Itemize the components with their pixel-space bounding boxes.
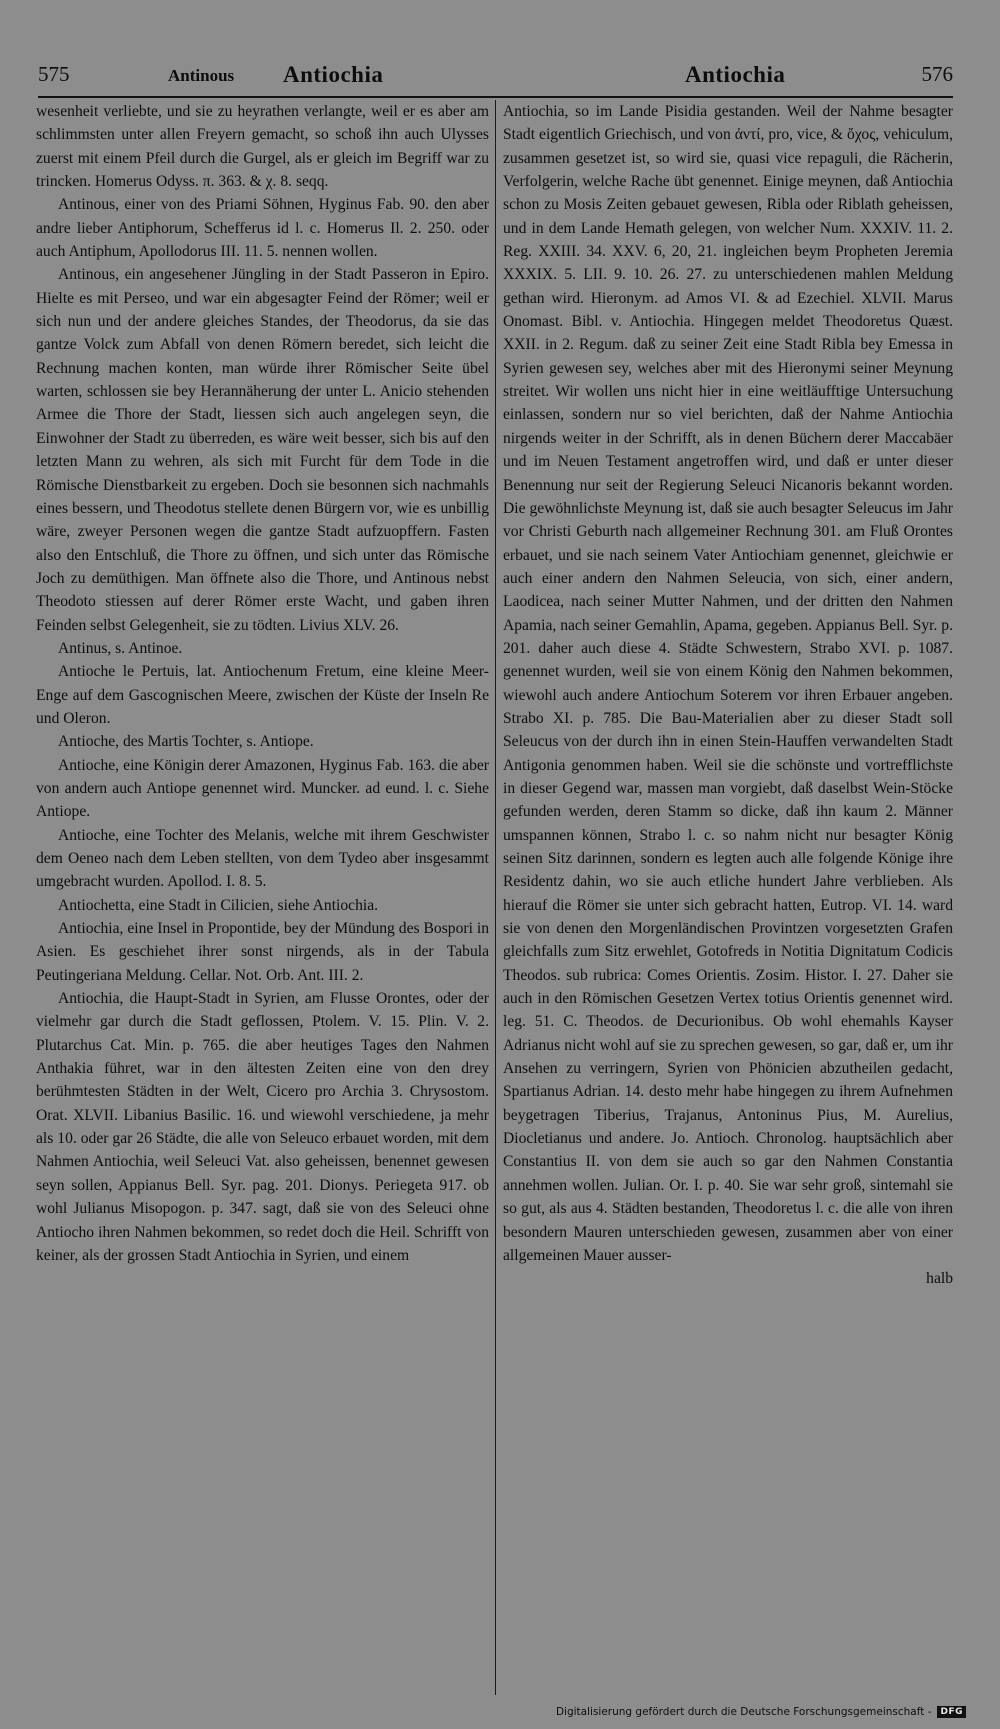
dfg-logo: DFG	[937, 1706, 966, 1718]
running-title-left: Antiochia	[283, 62, 384, 87]
paragraph: halb	[926, 1270, 953, 1288]
running-title-right: Antiochia	[685, 62, 786, 87]
paragraph: wesenheit verliebte, und sie zu heyrathen verlangte, weil er es aber am schlimmsten unter allen Freyern gemacht, so schoß ihn auch Ulysses zuerst mit einem Pfeil durch die Gurgel, als er gleich im Begriff war zu trincken. Homerus Odyss. π. 363. & χ. 8. seqq.	[36, 103, 489, 191]
paragraph: Antioche, eine Königin derer Amazonen, Hyginus Fab. 163. die aber von andern auch Antiope genennet wird. Muncker. ad eund. l. c. Siehe Antiope.	[36, 756, 489, 821]
page-number-left: 575	[38, 62, 70, 86]
page-number-right: 576	[921, 62, 953, 86]
header-rule	[38, 96, 953, 98]
paragraph: Antiochetta, eine Stadt in Cilicien, siehe Antiochia.	[58, 896, 379, 914]
paragraph: Antioche, eine Tochter des Melanis, welche mit ihrem Geschwister dem Oeneo nach dem Leben stellten, von dem Tydeo aber insgesammt umgebracht wurden. Apollod. I. 8. 5.	[36, 826, 489, 891]
digitization-footer	[556, 1706, 966, 1718]
paragraph: Antioche le Pertuis, lat. Antiochenum Fretum, eine kleine Meer-Enge auf dem Gascognischen Meere, zwischen der Küste der Inseln Re und Oleron.	[36, 663, 489, 727]
page-header	[38, 62, 953, 96]
right-column	[503, 100, 953, 1291]
column-divider	[495, 100, 496, 1695]
paragraph: Antiochia, eine Insel in Propontide, bey der Mündung des Bospori in Asien. Es geschiehet ihrer sonst nirgends, als in der Tabula Peutingeriana Meldung. Cellar. Not. Orb. Ant. III. 2.	[36, 920, 489, 984]
left-column	[36, 100, 489, 1267]
paragraph: Antioche, des Martis Tochter, s. Antiope.	[58, 733, 314, 751]
paragraph: Antinous, ein angesehener Jüngling in der Stadt Passeron in Epiro. Hielte es mit Perseo, und war ein abgesagter Feind der Römer; weil er sich nun und der andere gleiches Standes, der Theodorus, da sie das gantze Volck zum Abfall von denen Römern beredet, sich leicht die Rechnung machen konten, man würde ihrer Römischer Seite übel warten, schlossen sie bey Herannäherung der unter L. Anicio stehenden Armee die Thore der Stadt, liessen sich auch angelegen seyn, die Einwohner der Stadt zu überreden, es wäre weit besser, sich bis auf den letzten Mann zu wehren, als sich mit Furcht für dem Tode in die Römische Dienstbarkeit zu ergeben. Doch sie besonnen sich nachmahls eines bessern, und Theodotus stellete denen Bürgern vor, wie es unbillig wäre, zweyer Personen wegen die gantze Stadt aufzuopffern. Fasten also den Entschluß, die Thore zu öffnen, und sich unter das Römische Joch zu demüthigen. Man öffnete also die Thore, und Antinous nebst Theodoto stiessen auf derer Römer erste Wacht, und gaben ihren Feinden selbst Gelegenheit, sie zu tödten. Livius XLV. 26.	[36, 266, 489, 634]
catchword-left: Antinous	[168, 66, 235, 85]
paragraph: Antiochia, so im Lande Pisidia gestanden. Weil der Nahme besagter Stadt eigentlich Griechisch, und von ἀντί, pro, vice, & ὄχος, vehiculum, zusammen gesetzet ist, so wird sie, quasi vice repaguli, die Rächerin, Verfolgerin, welche Rache übt genennet. Einige meynen, daß Antiochia schon zu Mosis Zeiten gebauet gewesen, Ribla oder Riblath geheissen, und in dem Lande Hemath gelegen, von welcher Num. XXXIV. 11. 2. Reg. XXIII. 34. XXV. 6, 20, 21. ingleichen beym Propheten Jeremia XXXIX. 5. LII. 9. 10. 26. 27. zu unterschiedenen mahlen Meldung gethan wird. Hieronym. ad Amos VI. & ad Ezechiel. XLVII. Marus Onomast. Bibl. v. Antiochia. Hingegen meldet Theodoretus Quæst. XXII. in 2. Regum. daß zu seiner Zeit eine Stadt Ribla bey Emessa in Syrien gewesen sey, welches aber mit des Hieronymi seiner Meynung streitet. Wir wollen uns nicht hier in eine weitläufftige Untersuchung einlassen, sondern nur so viel berichten, daß der Nahme Antiochia nirgends weiter in der Schrifft, als in denen Büchern derer Maccabäer und im Neuen Testament angetroffen wird, und daß er unter dieser Benennung nur seit der Regierung Seleuci Nicanoris bekannt worden. Die gewöhnlichste Meynung ist, daß sie auch besagter Seleucus im Jahr vor Christi Geburth nach allgemeiner Rechnung 301. am Fluß Orontes erbauet, und sie nach seinem Vater Antiochiam genennet, gleichwie er auch einer andern den Nahmen Seleucia, von sich, einer andern, Laodicea, nach seiner Mutter Nahmen, und der dritten den Nahmen Apamia, nach seiner Gemahlin, Apama, gegeben. Appianus Bell. Syr. p. 201. daher auch diese 4. Städte Schwestern, Strabo XVI. p. 1087. genennet wurden, weil sie von einem König den Nahmen bekommen, wiewohl auch andere Antiochum Soterem vor ihren Erbauer angeben. Strabo XI. p. 785. Die Bau-Materialien aber zu dieser Stadt soll Seleucus von der durch ihn in einen Stein-Hauffen verwandelten Stadt Antigonia genommen haben. Weil sie die schönste und vortrefflichste in dieser Gegend war, massen man vorgiebt, daß daselbst Wein-Stöcke gefunden werden, deren Stamm so dicke, daß ihn kaum 2. Männer umspannen können, Strabo l. c. so nahm nicht nur besagter König seinen Sitz darinnen, sondern es legten auch alle folgende Könige ihre Residentz dahin, wo sie auch etliche hundert Jahre verblieben. Als hierauf die Römer sie unter sich gebracht hatten, Eutrop. VI. 14. ward sie von denen den Morgenländischen Provintzen vorgesetzten Grafen gleichfalls zum Sitz erwehlet, Gotofreds in Notitia Dignitatum Codicis Theodos. sub rubrica: Comes Orientis. Zosim. Histor. I. 27. Daher sie auch in den Römischen Gesetzen Vertex totius Orientis genennet wird. leg. 51. C. Theodos. de Decurionibus. Ob wohl ehemahls Kayser Adrianus nicht wohl auf sie zu sprechen gewesen, so gar, daß er, um ihr Ansehen zu verringern, Syrien von Phönicien abzutheilen gedacht, Spartianus Adrian. 14. desto mehr habe hingegen zu ihrem Aufnehmen beygetragen Tiberius, Trajanus, Antoninus Pius, M. Aurelius, Diocletianus und andere. Jo. Antioch. Chronolog. hauptsächlich aber Constantius II. von dem sie auch so gar den Nahmen Constantia annehmen wollen. Julian. Or. I. p. 40. Sie war sehr groß, sintemahl sie so gut, als aus 4. Städten bestanden, Theodoretus l. c. die alle von ihren besondern Mauren unterschieden gewesen, zusammen aber von einer allgemeinen Mauer ausser-	[503, 103, 953, 1264]
paragraph: Antinous, einer von des Priami Söhnen, Hyginus Fab. 90. den aber andre lieber Antiphorum, Schefferus id l. c. Homerus Il. 2. 250. oder auch Antiphum, Apollodorus III. 11. 5. nennen wollen.	[36, 196, 489, 261]
funding-credit: Digitalisierung gefördert durch die Deutsche Forschungsgemeinschaft -	[555, 1706, 932, 1718]
paragraph: Antiochia, die Haupt-Stadt in Syrien, am Flusse Orontes, oder der vielmehr gar durch die Stadt geflossen, Ptolem. V. 15. Plin. V. 2. Plutarchus Cat. Min. p. 765. die aber heutiges Tages den Nahmen Anthakia führet, war in den ältesten Zeiten eine von den drey berühmtesten Städten in der Welt, Cicero pro Archia 3. Chrysostom. Orat. XLVII. Libanius Basilic. 16. und wiewohl verschiedene, ja mehr als 10. oder gar 26 Städte, die alle von Seleuco erbauet worden, mit dem Nahmen Antiochia, weil Seleuci Vat. also geheissen, benennet gewesen seyn sollen, Appianus Bell. Syr. pag. 201. Dionys. Periegeta 917. ob wohl Julianus Misopogon. p. 347. sagt, daß sie von des Seleuci ohne Antiocho ihren Nahmen bekommen, so redet doch die Heil. Schrifft von keiner, als der grossen Stadt Antiochia in Syrien, und einem	[36, 990, 489, 1264]
paragraph: Antinus, s. Antinoe.	[58, 639, 183, 657]
